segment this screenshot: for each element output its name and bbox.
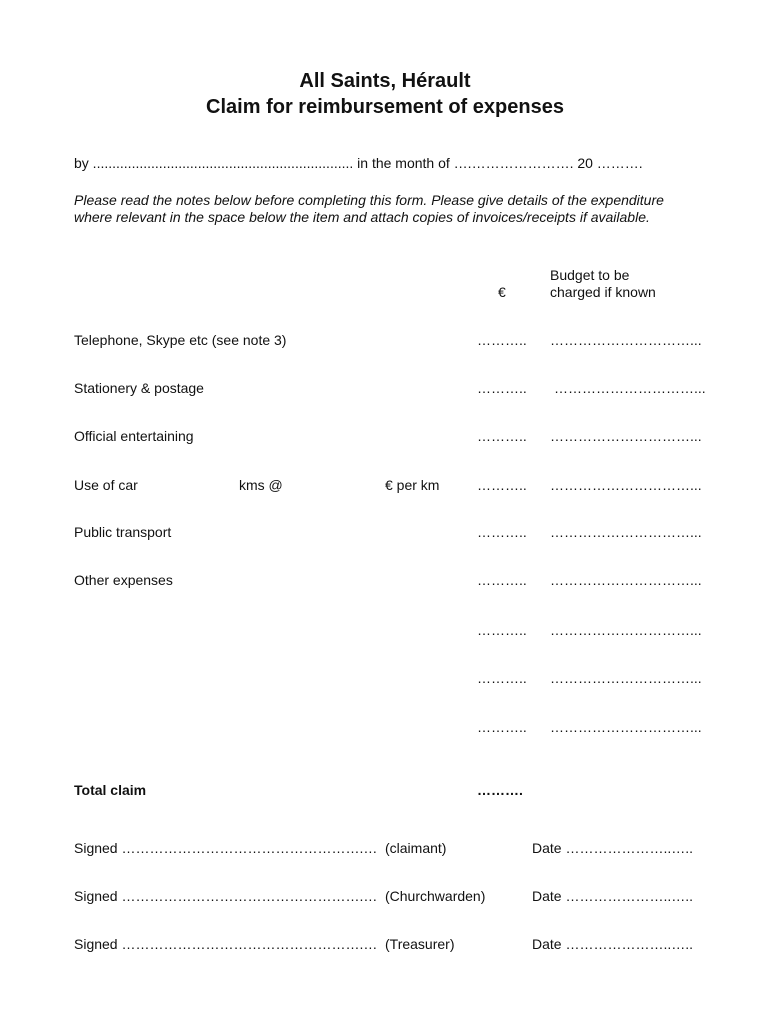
euro-column-header: € <box>498 284 506 300</box>
signed-line: Signed …………………………………………….… <box>74 888 378 904</box>
signer-role: (claimant) <box>385 840 447 856</box>
item-budget: …………………………... <box>550 622 702 638</box>
signed-line: Signed …………………………………………….… <box>74 840 378 856</box>
item-amount: ……….. <box>477 332 527 348</box>
title-line-1: All Saints, Hérault <box>299 70 471 92</box>
signer-role: (Treasurer) <box>385 936 455 952</box>
item-label: Stationery & postage <box>74 380 204 396</box>
title-line-2: Claim for reimbursement of expenses <box>206 96 564 118</box>
budget-header-line-1: Budget to be <box>550 267 630 283</box>
item-label: Use of car <box>74 477 138 493</box>
item-amount: ……….. <box>477 524 527 540</box>
date-line: Date …………………..….. <box>532 888 694 904</box>
kms-label: kms @ <box>239 477 283 493</box>
item-amount: ……….. <box>477 572 527 588</box>
item-budget: …………………………... <box>550 572 702 588</box>
signed-line: Signed …………………………………………….… <box>74 936 378 952</box>
per-km-label: € per km <box>385 477 440 493</box>
item-amount: ……….. <box>477 380 527 396</box>
item-budget: …………………………... <box>550 670 702 686</box>
total-claim-label: Total claim <box>74 782 147 798</box>
item-amount: ……….. <box>477 622 527 638</box>
item-budget: …………………………... <box>550 524 702 540</box>
item-label: Other expenses <box>74 572 173 588</box>
item-budget: …………………………... <box>550 428 702 444</box>
item-budget: …………………………... <box>554 380 706 396</box>
item-amount: ……….. <box>477 670 527 686</box>
date-line: Date …………………..….. <box>532 936 694 952</box>
signer-role: (Churchwarden) <box>385 888 486 904</box>
budget-header-line-2: charged if known <box>550 284 656 300</box>
item-amount: ……….. <box>477 719 527 735</box>
intro-text: Please read the notes below before completing this form. Please give details of the expenditure where relevant in the space below the item and attach copies of invoices/receipts if available. <box>74 192 664 225</box>
item-label: Telephone, Skype etc (see note 3) <box>74 332 287 348</box>
item-amount: ……….. <box>477 428 527 444</box>
item-label: Official entertaining <box>74 428 194 444</box>
by-line: by ................................................................... in the month of ….…………………. 20 ………. <box>74 155 643 171</box>
total-claim-amount: ………. <box>477 782 523 798</box>
item-budget: …………………………... <box>550 719 702 735</box>
item-budget: …………………………... <box>550 332 702 348</box>
item-label: Public transport <box>74 524 172 540</box>
item-budget: …………………………... <box>550 477 702 493</box>
date-line: Date …………………..….. <box>532 840 694 856</box>
item-amount: ……….. <box>477 477 527 493</box>
